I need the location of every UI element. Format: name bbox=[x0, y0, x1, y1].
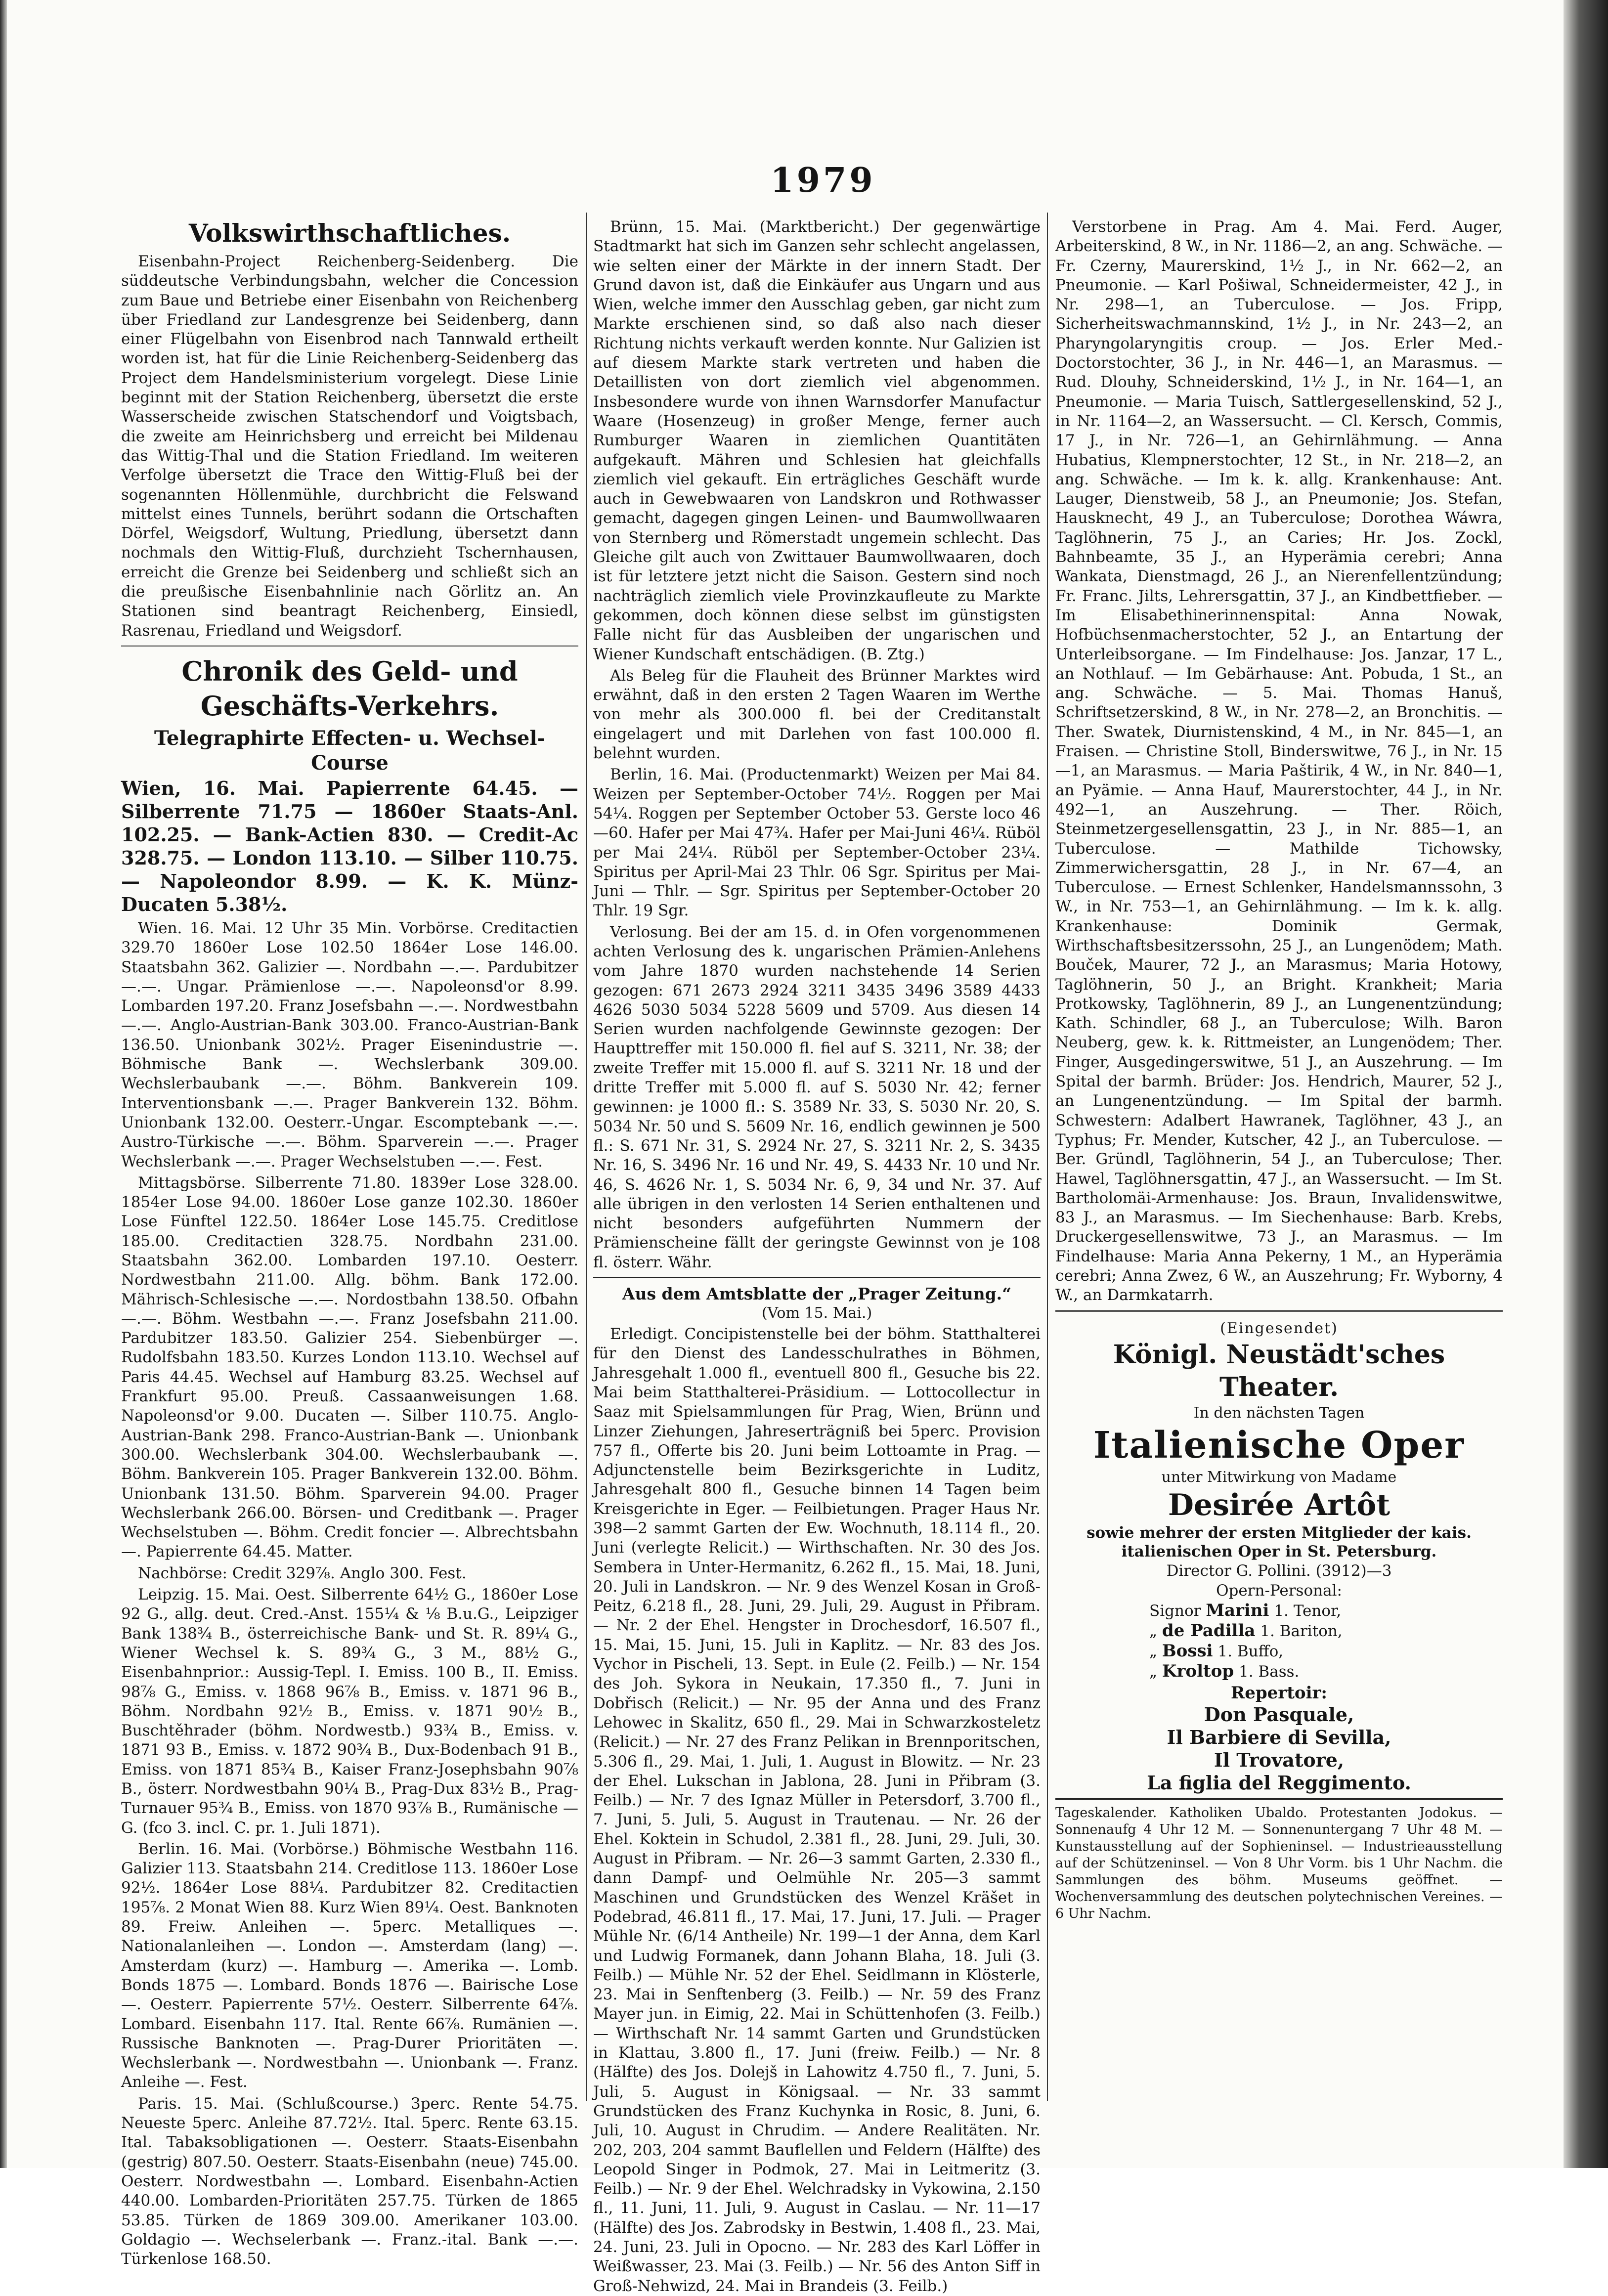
tageskalender: Tageskalender. Katholiken Ubaldo. Protestanten Jodokus. — Sonnenaufg 4 Uhr 12 M. — Sonnenuntergang 7 Uhr 48 M. — Kunstausstellung auf der Sophieninsel. — Industrieausstellung auf der Schützeninsel. — Von 8 Uhr Vorm. bis 1 Uhr Nachm. die Sammlungen des böhm. Museums geöffnet. — Wochenversammlung des deutschen polytechnischen Vereines. — 6 Uhr Nachm. bbox=[1055, 1805, 1503, 1921]
ad-eingesendet: (Eingesendet) bbox=[1220, 1319, 1338, 1337]
ad-days: In den nächsten Tagen bbox=[1193, 1404, 1365, 1422]
cast-prefix: „ bbox=[1149, 1642, 1158, 1660]
column-3 bbox=[1055, 217, 1503, 2096]
theatre-advertisement bbox=[1055, 1319, 1503, 1794]
ad-personal-heading: Opern-Personal: bbox=[1216, 1581, 1342, 1600]
ad-theatre-name: Königl. Neustädt'sches Theater. bbox=[1113, 1339, 1445, 1402]
section-title-chronik: Chronik des Geld- und Geschäfts-Verkehrs. bbox=[181, 655, 518, 722]
article-verlosung: Verlosung. Bei der am 15. d. in Ofen vorgenommenen achten Verlosung des k. ungarischen Prämien-Anlehens vom Jahre 1870 wurden nachstehende 14 Serien gezogen: 671 2673 2924 3211 3435 3496 3589 4433 4626 5030 5034 5228 5609 und 5709. Aus diesen 14 Serien wurden nachfolgende Gewinnste gezogen: Der Haupttreffer mit 150.000 fl. fiel auf S. 3211, Nr. 38; der zweite Treffer mit 15.000 fl. auf S. 3211 Nr. 18 und der dritte Treffer mit 5.000 fl. auf S. 5030 Nr. 42; ferner gewinnen: je 1000 fl.: S. 3589 Nr. 33, S. 5030 Nr. 20, S. 5034 Nr. 50 und S. 5609 Nr. 16, endlich gewinnen je 500 fl.: S. 671 Nr. 31, S. 2924 Nr. 27, S. 3211 Nr. 2, S. 3435 Nr. 16, S. 3496 Nr. 16 und Nr. 49, S. 4433 Nr. 10 und Nr. 46, S. 4626 Nr. 1, S. 5034 Nr. 6, 9, 34 und Nr. 37. Auf alle übrigen in den verlosten 14 Serien enthaltenen und nicht besonders aufgeführten Nummern der Prämienscheine fällt der geringste Gewinnst von je 108 fl. österr. Währ. bbox=[593, 923, 1041, 1271]
ad-repertoire-item: Il Barbiere di Sevilla, bbox=[1167, 1726, 1391, 1748]
article-berlin-productenmarkt: Berlin, 16. Mai. (Productenmarkt) Weizen per Mai 84. Weizen per September-October 74½. Roggen per Mai 54¼. Roggen per September October 53. Gerste loco 46—60. Hafer per Mai 47¾. Hafer per Mai-Juni 46¼. Rüböl per Mai 24¼. Rüböl per September-October 23¼. Spiritus per April-Mai 23 Thlr. 06 Sgr. Spiritus per Mai-Juni — Thlr. — Sgr. Spiritus per September-October 20 Thlr. 19 Sgr. bbox=[593, 766, 1041, 920]
section-title-volkswirthschaftliches: Volkswirthschaftliches. bbox=[188, 218, 511, 248]
column-divider-2 bbox=[1047, 213, 1048, 2101]
ad-members: sowie mehrer der ersten Mitglieder der kais. italienischen Oper in St. Petersburg. bbox=[1086, 1523, 1472, 1560]
ad-director: Director G. Pollini. (3912)—3 bbox=[1166, 1561, 1392, 1580]
column-divider-1 bbox=[586, 213, 587, 2101]
ad-cast-member bbox=[1055, 1641, 1503, 1661]
cast-prefix: Signor bbox=[1149, 1602, 1201, 1620]
page-left-edge bbox=[0, 0, 7, 2168]
page-right-edge bbox=[1564, 0, 1608, 2168]
telegraph-courses: Wien, 16. Mai. Papierrente 64.45. — Silberrente 71.75 — 1860er Staats-Anl. 102.25. — Bank-Actien 830. — Credit-Ac 328.75. — London 113.10. — Silber 110.75. — Napoleondor 8.99. — K. K. Münz-Ducaten 5.38½. bbox=[121, 777, 578, 915]
amtsblatt-text: Erledigt. Concipistenstelle bei der böhm. Statthalterei für den Dienst des Landesschulrathes in Böhmen, Jahresgehalt 1.000 fl., eventuell 800 fl., Gesuche bis 22. Mai beim Statthalterei-Präsidium. — Lottocollectur in Saaz mit Spielsammlungen für Prag, Wien, Brünn und Linzer Ziehungen, Jahreserträgniß bei 5perc. Provision 757 fl., Offerte bis 20. Juni beim Lottoamte in Prag. — Adjunctenstelle beim Bezirksgerichte in Luditz, Jahresgehalt 800 fl., Gesuche binnen 14 Tagen beim Kreisgerichte in Eger. — Feilbietungen. Prager Haus Nr. 398—2 sammt Garten der Ew. Wochnuth, 18.114 fl., 20. Juni (verlegte Relicit.) — Wirthschaften. Nr. 30 des Jos. Sembera in Unter-Hermanitz, 6.262 fl., 15. Mai, 18. Juni, 20. Juli in Landskron. — Nr. 9 des Wenzel Kosan in Groß-Peitz, 6.218 fl., 28. Juni, 29. Juli, 29. August in Přibram. — Nr. 2 der Ehel. Hengster in Drochesdorf, 16.507 fl., 15. Mai, 15. Juni, 15. Juli in Kaplitz. — Nr. 83 des Jos. Vychor in Pischeli, 13. Sept. in Eule (2. Feilb.) — Nr. 154 des Joh. Sykora in Neukain, 17.350 fl., 7. Juni in Dobřisch (Relicit.) — Nr. 95 der Anna und des Franz Lehowec in Skalitz, 650 fl., 29. Mai in Schwarzkosteletz (Relicit.) — Nr. 27 des Franz Pelikan in Brennporitschen, 5.306 fl., 29. Mai, 1. Juli, 1. August in Blowitz. — Nr. 23 der Ehel. Lukschan in Jablona, 28. Juni in Přibram (3. Feilb.) — Nr. 7 des Ignaz Müller in Petersdorf, 3.700 fl., 7. Juni, 5. Juli, 5. August in Trautenau. — Nr. 26 der Ehel. Koktein in Schudol, 2.381 fl., 28. Juni, 29. Juli, 30. August in Přibram. — Nr. 26—3 sammt Garten, 2.330 fl., dann Dampf- und Oelmühle Nr. 205—3 sammt Maschinen und Grundstücken des Wenzel Kräšet in Podebrad, 46.811 fl., 17. Mai, 17. Juni, 17. Juli. — Prager Mühle Nr. (6/14 Antheile) Nr. 199—1 der Anna, dem Karl und Ludwig Formanek, dann Johann Blaha, 18. Juli (3. Feilb.) — Mühle Nr. 52 der Ehel. Seidlmann in Klösterle, 23. Mai in Senftenberg (3. Feilb.) — Nr. 59 des Franz Mayer jun. in Eimig, 22. Mai in Schüttenhofen (3. Feilb.) — Wirthschaft Nr. 14 sammt Garten und Grundstücken in Klattau, 3.800 fl., 17. Juni (freiw. Feilb.) — Nr. 8 (Hälfte) des Jos. Dolejš in Lahowitz 4.750 fl., 7. Juni, 5. Juli, 5. August in Königsaal. — Nr. 33 sammt Grundstücken des Franz Kuchynka in Rosic, 8. Juni, 6. Juli, 10. August in Chrudim. — Andere Realitäten. Nr. 202, 203, 204 sammt Bauflellen und Feldern (Hälfte) des Leopold Singer in Podmok, 27. Mai in Leitmeritz (3. Feilb.) — Nr. 9 der Ehel. Welchradsky in Vykowina, 2.150 fl., 11. Juni, 11. Juli, 9. August in Caslau. — Nr. 11—17 (Hälfte) des Jos. Zabrodsky in Bestwin, 1.408 fl., 23. Mai, 24. Juni, 23. Juli in Opocno. — Nr. 283 des Karl Löffer in Weißwasser, 23. Mai (3. Feilb.) — Nr. 56 des Anton Siff in Groß-Nehwizd, 24. Mai in Brandeis (3. Feilb.) bbox=[593, 1325, 1041, 2295]
section-divider bbox=[1055, 1310, 1503, 1312]
cast-prefix: „ bbox=[1149, 1662, 1158, 1681]
article-bruenn-beleg: Als Beleg für die Flauheit des Brünner Marktes wird erwähnt, daß in den ersten 2 Tagen Waaren im Werthe von mehr als 300.000 fl. bei der Creditanstalt eingelagert und mit Darlehen von fast 100.000 fl. belehnt wurden. bbox=[593, 666, 1041, 763]
ad-opera-title: Italienische Oper bbox=[1093, 1424, 1465, 1467]
ad-assist: unter Mitwirkung von Madame bbox=[1161, 1468, 1397, 1486]
amtsblatt-date: (Vom 15. Mai.) bbox=[761, 1304, 872, 1322]
market-report-mittagsboerse: Mittagsbörse. Silberrente 71.80. 1839er Lose 328.00. 1854er Lose 94.00. 1860er Lose ganze 102.30. 1860er Lose Fünftel 122.50. 1864er Lose 145.75. Creditlose 185.00. Creditactien 328.75. Nordbahn 231.00. Staatsbahn 362.00. Lombarden 197.10. Oesterr. Nordwestbahn 211.00. Allg. böhm. Bank 172.00. Mährisch-Schlesische —.—. Nordostbahn 138.50. Ofbahn —.—. Böhm. Westbahn —.—. Franz Josefsbahn 211.00. Pardubitzer 183.50. Galizier 254. Siebenbürger —. Rudolfsbahn 183.50. Kurzes London 113.10. Wechsel auf Paris 44.45. Wechsel auf Hamburg 83.25. Wechsel auf Frankfurt 95.00. Preuß. Cassaanweisungen 1.68. Napoleonsd'or 9.00. Ducaten —. Silber 110.75. Anglo-Austrian-Bank 298. Franco-Austrian-Bank —. Unionbank 300.00. Wechslerbank 304.00. Wechslerbaubank —. Böhm. Bankverein 105. Prager Bankverein 132.00. Böhm. Unionbank 131.50. Böhm. Sparverein 94.00. Prager Wechslerbank 266.00. Börsen- und Creditbank —. Prager Wechselstuben —. Böhm. Credit foncier —. Albrechtsbahn —. Papierrente 64.45. Matter. bbox=[121, 1173, 578, 1561]
cast-role: 1. Tenor, bbox=[1274, 1602, 1342, 1620]
cast-role: 1. Buffo, bbox=[1217, 1642, 1284, 1660]
ad-repertoire-heading: Repertoir: bbox=[1231, 1683, 1327, 1703]
ad-diva-name: Desirée Artôt bbox=[1168, 1487, 1391, 1522]
article-bruenn-marktbericht: Brünn, 15. Mai. (Marktbericht.) Der gegenwärtige Stadtmarkt hat sich im Ganzen sehr schlecht angelassen, wie selten einer der Märkte in der innern Stadt. Der Grund davon ist, daß die Einkäufer aus Ungarn und aus Wien, welche immer den Ausschlag geben, gar nicht zum Markte erschienen sind, so daß also nach dieser Richtung nichts verkauft werden konnte. Nur Galizien ist auf diesem Markte stark vertreten und haben die Detaillisten von dort ziemlich viel abgenommen. Insbesondere wurde von ihnen Warnsdorfer Manufactur Waare (Hosenzeug) in großer Menge, ferner auch Rumburger Waaren in ziemlichen Quantitäten aufgekauft. Mähren und Schlesien hat gleichfalls ziemlich viel gekauft. Ein erträgliches Geschäft wurde auch in Gewebwaaren von Landskron und Rothwasser gemacht, dagegen gingen Leinen- und Baumwollwaaren von Sternberg und Römerstadt ungemein schlecht. Das Gleiche gilt auch von Zwittauer Baumwollwaaren, doch ist für letztere jetzt nicht die Saison. Gestern sind noch nachträglich ziemlich viele Provinzkaufleute zu Markte gekommen, doch können diese selbst im günstigsten Falle nicht für das Ausbleiben der ungarischen und Wiener Kundschaft entschädigen. (B. Ztg.) bbox=[593, 218, 1041, 663]
ad-repertoire-item: Il Trovatore, bbox=[1214, 1748, 1345, 1771]
ad-cast-member bbox=[1055, 1661, 1503, 1682]
ad-cast-member bbox=[1055, 1601, 1503, 1621]
cast-prefix: „ bbox=[1149, 1622, 1158, 1640]
amtsblatt-title: Aus dem Amtsblatte der „Prager Zeitung.“ bbox=[622, 1284, 1012, 1304]
cast-name: Kroltop bbox=[1162, 1661, 1234, 1681]
cast-name: Marini bbox=[1206, 1600, 1269, 1620]
market-report-wien-vorboerse: Wien. 16. Mai. 12 Uhr 35 Min. Vorbörse. Creditactien 329.70 1860er Lose 102.50 1864er Lose 146.00. Staatsbahn 362. Galizier —. Nordbahn —.—. Pardubitzer —.—. Ungar. Prämienlose —.—. Napoleonsd'or 8.99. Lombarden 197.20. Franz Josefsbahn —.—. Nordwestbahn —.—. Anglo-Austrian-Bank 303.00. Franco-Austrian-Bank 136.50. Unionbank 302½. Prager Eisenindustrie —. Böhmische Bank —. Wechslerbank 309.00. Wechslerbaubank —.—. Böhm. Bankverein 109. Interventionsbank —.—. Prager Bankverein 132. Böhm. Unionbank 132.00. Oesterr.-Ungar. Escomptebank —.—. Austro-Türkische —.—. Böhm. Sparverein —.—. Prager Wechslerbank —.—. Prager Wechselstuben —.—. Fest. bbox=[121, 919, 578, 1170]
article-eisenbahn-project: Eisenbahn-Project Reichenberg-Seidenberg. Die süddeutsche Verbindungsbahn, welcher die Concession zum Baue und Betriebe einer Eisenbahn von Reichenberg über Friedland zur Landesgrenze bei Seidenberg, dann einer Flügelbahn von Eisenbrod nach Tannwald ertheilt worden ist, hat für die Linie Reichenberg-Seidenberg das Project dem Handelsministerium vorgelegt. Diese Linie beginnt mit der Station Reichenberg, übersetzt die erste Wasserscheide zwischen Statschendorf und Voigtsbach, die zweite am Heinrichsberg und erreicht bei Mildenau das Wittig-Thal und die Station Friedland. Im weiteren Verfolge übersetzt die Trace den Wittig-Fluß bei der sogenannten Höllenmühle, durchbricht die Felswand mittelst eines Tunnels, berührt sodann die Ortschaften Dörfel, Weigsdorf, Wultung, Priedlung, übersetzt dann nochmals den Wittig-Fluß, durchzieht Tschernhausen, erreicht die Grenze bei Seidenberg und schließt sich an die preußische Eisenbahnlinie nach Görlitz an. An Stationen sind beantragt Reichenberg, Einsiedl, Rasrenau, Friedland und Weigsdorf. bbox=[121, 253, 578, 640]
section-divider bbox=[121, 646, 578, 647]
column-1 bbox=[121, 217, 578, 2268]
cast-role: 1. Bariton, bbox=[1260, 1622, 1343, 1640]
cast-name: Bossi bbox=[1162, 1641, 1213, 1661]
ad-cast-member bbox=[1055, 1621, 1503, 1641]
market-report-leipzig: Leipzig. 15. Mai. Oest. Silberrente 64½ G., 1860er Lose 92 G., allg. deut. Cred.-Anst. 155¼ & ⅛ B.u.G., Leipziger Bank 138¾ B., österreichische Bank- und St. R. 89¼ G., Wiener Wechsel k. S. 89¾ G., 3 M., 88½ G., Eisenbahnprior.: Aussig-Tepl. I. Emiss. 100 B., II. Emiss. 98⅞ G., Emiss. v. 1868 96⅞ B., Emiss. v. 1871 96 B., Böhm. Nordbahn 92½ B., Emiss. v. 1871 90½ B., Buschtěhrader (böhm. Nordwestb.) 93¾ B., Emiss. v. 1871 93 B., Emiss. v. 1872 90¾ B., Dux-Bodenbach 91 B., Emiss. von 1871 85¾ B., Kaiser Franz-Josephsbahn 90⅞ B., österr. Nordwestbahn 90¼ B., Prag-Dux 83½ B., Prag-Turnauer 95¾ B., Emiss. von 1870 93⅞ B., Rumänische — G. (fco 3. incl. C. pr. 1. Juli 1871). bbox=[121, 1586, 578, 1837]
section-divider bbox=[1055, 1798, 1503, 1800]
ad-repertoire-item: Don Pasquale, bbox=[1204, 1703, 1354, 1726]
cast-role: 1. Bass. bbox=[1239, 1662, 1300, 1681]
cast-name: de Padilla bbox=[1162, 1620, 1256, 1641]
article-verstorbene: Verstorbene in Prag. Am 4. Mai. Ferd. Auger, Arbeiterskind, 8 W., in Nr. 1186—2, an ang. Schwäche. — Fr. Czerny, Maurerskind, 1½ J., in Nr. 662—2, an Pneumonie. — Karl Pošiwal, Schneidermeister, 42 J., in Nr. 298—1, an Tuberculose. — Jos. Fripp, Sicherheitswachmannskind, 1½ J., in Nr. 243—2, an Pharyngolaryngitis croup. — Jos. Erler Med.-Doctorstochter, 36 J., in Nr. 446—1, an Marasmus. — Rud. Dlouhy, Schneiderskind, 1½ J., in Nr. 164—1, an Pneumonie. — Maria Tuisch, Sattlergesellenskind, 52 J., in Nr. 1164—2, an Wassersucht. — Cl. Kersch, Commis, 17 J., in Nr. 726—1, an Gehirnlähmung. — Anna Hubatius, Klempnerstochter, 12 St., in Nr. 218—2, an ang. Schwäche. — Im k. k. allg. Krankenhause: Ant. Lauger, Dienstweib, 58 J., an Pneumonie; Jos. Stefan, Hausknecht, 49 J., an Tuberculose; Dorothea Wáwra, Taglöhnerin, 75 J., an Caries; Hr. Jos. Zockl, Bahnbeamte, 35 J., an Hyperämia cerebri; Anna Wankata, Dienstmagd, 26 J., an Nierenfellentzündung; Fr. Franc. Jilts, Lehrersgattin, 37 J., an Kindbettfieber. — Im Elisabethinerinnenspital: Anna Nowak, Hofbüchsenmacherstochter, 52 J., an Entartung der Unterleibsorgane. — Im Findelhause: Jos. Janzar, 17 L., an Nothlauf. — Im Gebärhause: Ant. Pobuda, 1 St., an ang. Schwäche. — 5. Mai. Thomas Hanuš, Schriftsetzerskind, 8 W., in Nr. 278—2, an Bronchitis. — Ther. Swatek, Diurnistenskind, 4 M., in Nr. 845—1, an Fraisen. — Christine Stoll, Binderswitwe, 76 J., in Nr. 15—1, an Marasmus. — Maria Paštirik, 4 W., in Nr. 840—1, an Pyämie. — Anna Hauf, Maurerstochter, 44 J., in Nr. 492—1, an Auszehrung. — Ther. Röich, Steinmetzergesellensgattin, 23 J., in Nr. 885—1, an Tuberculose. — Mathilde Tichowsky, Zimmerwichersgattin, 28 J., in Nr. 67—4, an Tuberculose. — Ernest Schlenker, Handelsmannssohn, 3 W., in Nr. 753—1, an Gehirnlähmung. — Im k. k. allg. Krankenhause: Dominik Germak, Wirthschaftsbesitzerssohn, 25 J., an Lungenödem; Math. Bouček, Maurer, 72 J., an Marasmus; Maria Hotowy, Taglöhnerin, 50 J., an Bright. Krankheit; Maria Protkowsky, Taglöhnerin, 89 J., an Lungenentzündung; Kath. Schindler, 68 J., an Tuberculose; Wilh. Baron Neuberg, gew. k. k. Rittmeister, an Lungenödem; Ther. Finger, Ausgedingerswitwe, 51 J., an Auszehrung. — Im Spital der barmh. Brüder: Jos. Hendrich, Maurer, 52 J., an Lungenentzündung. — Im Spital der barmh. Schwestern: Adalbert Hawranek, Taglöhner, 43 J., an Typhus; Fr. Mender, Kutscher, 42 J., an Tuberculose. — Ber. Gründl, Taglöhnerin, 54 J., an Tuberculose; Ther. Hawel, Taglöhnersgattin, 47 J., an Wassersucht. — Im St. Bartholomäi-Armenhause: Jos. Braun, Invalidenswitwe, 83 J., an Marasmus. — Im Siechenhause: Barb. Krebs, Druckergesellenswitwe, 73 J., an Marasmus. — Im Findelhause: Maria Anna Pekerny, 1 M., an Hyperämia cerebri; Anna Zwez, 6 W., an Auszehrung; Fr. Wyborny, 4 W., an Darmkatarrh. bbox=[1055, 218, 1503, 1304]
section-divider bbox=[593, 1277, 1041, 1278]
telegraph-heading: Telegraphirte Effecten- u. Wechsel-Course bbox=[154, 726, 546, 775]
market-report-nachboerse: Nachbörse: Credit 329⅞. Anglo 300. Fest. bbox=[138, 1564, 467, 1582]
column-2 bbox=[593, 217, 1041, 2295]
page-number: 1979 bbox=[770, 161, 876, 200]
market-report-berlin: Berlin. 16. Mai. (Vorbörse.) Böhmische Westbahn 116. Galizier 113. Staatsbahn 214. Creditlose 113. 1860er Lose 92½. 1864er Lose 88¼. Pardubitzer 82. Creditactien 195⅞. 2 Monat Wien 88. Kurz Wien 89¼. Oest. Banknoten 89. Freiw. Anleihen —. 5perc. Metalliques —. Nationalanleihen —. London —. Amsterdam (lang) —. Amsterdam (kurz) —. Hamburg —. Amerika —. Lomb. Bonds 1875 —. Lombard. Bonds 1876 —. Bairische Lose —. Oesterr. Papierrente 57½. Oesterr. Silberrente 64⅞. Lombard. Eisenbahn 117. Ital. Rente 66⅞. Rumänien —. Russische Banknoten —. Prag-Durer Prioritäten —. Wechslerbank —. Nordwestbahn —. Unionbank —. Franz. Anleihe —. Fest. bbox=[121, 1840, 578, 2091]
ad-repertoire-item: La figlia del Reggimento. bbox=[1147, 1771, 1411, 1794]
market-report-paris: Paris. 15. Mai. (Schlußcourse.) 3perc. Rente 54.75. Neueste 5perc. Anleihe 87.72½. Ital. 5perc. Rente 63.15. Ital. Tabaksobligationen —. Oesterr. Staats-Eisenbahn (gestrig) 807.50. Oesterr. Staats-Eisenbahn (neue) 745.00. Oesterr. Nordwestbahn —. Lombard. Eisenbahn-Actien 440.00. Lombarden-Prioritäten 257.75. Türken de 1865 53.85. Türken de 1869 309.00. Amerikaner 103.00. Goldagio —. Wechselerbank —. Franz.-ital. Bank —.—. Türkenlose 168.50. bbox=[121, 2094, 578, 2268]
